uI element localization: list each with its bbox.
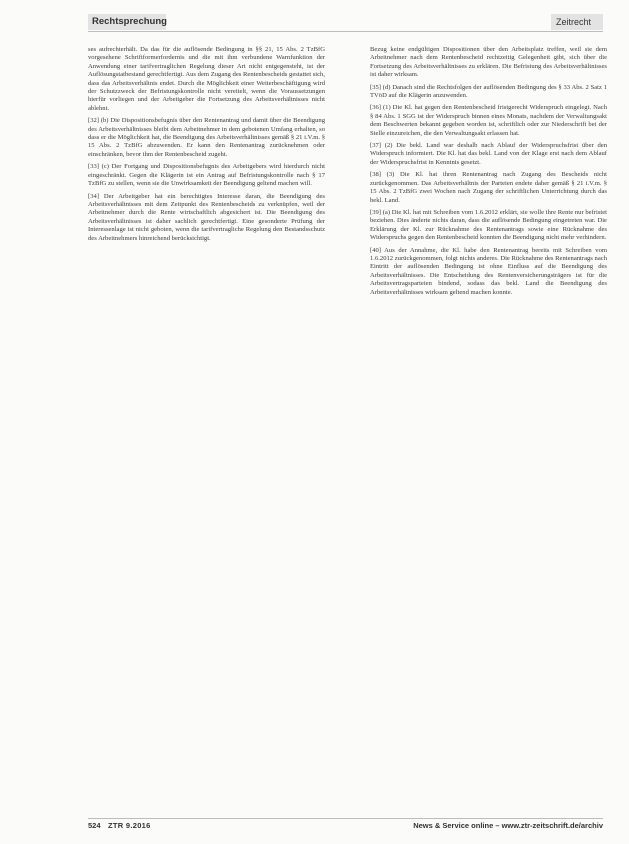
right-text-column: [370, 46, 607, 301]
section-title: Rechtsprechung: [88, 14, 166, 30]
footer-link[interactable]: News & Service online – www.ztr-zeitschrift.de/archiv: [413, 821, 603, 830]
paragraph: [36] (1) Die Kl. hat gegen den Rentenbescheid fristgerecht Widerspruch eingelegt. Nach § 84 Abs. 1 SGG ist der Widerspruch binnen eines Monats, nachdem der Verwaltungsakt dem Beschwerten bekannt gegeben worden ist, schriftlich oder zur Niederschrift bei der Stelle einzureichen, die den Verwaltungsakt erlassen hat.: [370, 104, 607, 137]
paragraph: [37] (2) Die bekl. Land war deshalb nach Ablauf der Widerspruchsfrist über den Widerspruch informiert. Die Kl. hat das bekl. Land von der Klage erst nach dem Ablauf der Widerspruchsfrist in Kenntnis gesetzt.: [370, 142, 607, 166]
journal-issue: ZTR 9.2016: [108, 821, 151, 830]
page-footer: [88, 820, 603, 832]
paragraph: ses aufrechterhält. Da das für die auflösende Bedingung in §§ 21, 15 Abs. 2 TzBfG vorgesehene Schriftformerfordernis und die mit ihm verbundene Warnfunktion der Anwendung einer tarifvertraglichen Regelung dieser Art nicht entgegensteht, ist der Auflösungstatbestand gerechtfertigt. Aus dem Zugang des Rentenbescheids gestattet sich, dass das Arbeitsverhältnis endet. Durch die Möglichkeit einer Weiterbeschäftigung wird der Schutzzweck der Befristungskontrolle nicht vereitelt, wenn die Voraussetzungen hierfür vorliegen und der Arbeitgeber die Fortsetzung des Arbeitsverhältnisses nicht ablehnt.: [88, 46, 325, 112]
page-header: [88, 14, 603, 30]
paragraph: [32] (b) Die Dispositionsbefugnis über den Rentenantrag und damit über die Beendigung des Arbeitsverhältnisses bleibt dem Arbeitnehmer in dem gebotenen Umfang erhalten, so dass er die Möglichkeit hat, die Beendigung des Arbeitsverhältnisses gemäß § 21 i.V.m. § 15 Abs. 2 TzBfG abzuwenden. Er kann den Rentenantrag zurücknehmen oder einschränken, bevor ihm der Rentenbescheid zugeht.: [88, 117, 325, 158]
paragraph: [33] (c) Der Fortgang und Dispositionsbefugnis des Arbeitgebers wird hierdurch nicht eingeschränkt. Gegen die Klägerin ist ein Antrag auf Befristungskontrolle nach § 17 TzBfG zu stellen, wenn sie die Unwirksamkeit der Beendigung geltend machen will.: [88, 163, 325, 188]
paragraph: Bezug keine endgültigen Dispositionen über den Arbeitsplatz treffen, weil sie dem Arbeitnehmer nach dem Rentenbescheid rechtzeitig Gelegenheit gibt, sich über die Fortsetzung des Arbeitsverhältnisses zu erklären. Die Befristung des Arbeitsverhältnisses ist daher wirksam.: [370, 46, 607, 79]
paragraph: [39] (a) Die Kl. hat mit Schreiben vom 1.6.2012 erklärt, sie wolle ihre Rente nur befristet beziehen. Dies änderte nichts daran, dass die auflösende Bedingung eingetreten war. Die Erklärung der Kl. zur Rücknahme des Rentenantrags sowie eine Rücknahme des Widerspruchs gegen den Rentenbescheid konnten die Beendigung nicht mehr verhindern.: [370, 208, 607, 242]
paragraph: [38] (3) Die Kl. hat ihren Rentenantrag nach Zugang des Bescheids nicht zurückgenommen. Das Arbeitsverhältnis der Parteien endete daher gemäß § 21 i.V.m. § 15 Abs. 2 TzBfG zwei Wochen nach Zugang der schriftlichen Unterrichtung durch das bekl. Land.: [370, 171, 607, 204]
footer-divider: [88, 818, 603, 819]
paragraph: [35] (d) Danach sind die Rechtsfolgen der auflösenden Bedingung des § 33 Abs. 2 Satz 1 TVöD auf die Klägerin anzuwenden.: [370, 83, 607, 100]
page-number: 524: [88, 821, 101, 830]
left-text-column: [88, 46, 325, 247]
paragraph: [40] Aus der Annahme, die Kl. habe den Rentenantrag bereits mit Schreiben vom 1.6.2012 zurückgenommen, folgt nichts anderes. Die Rücknahme des Rentenantrags nach Eintritt der auflösenden Bedingung ist ohne Einfluss auf die Beendigung des Arbeitsverhältnisses. Die Entscheidung des Rentenversicherungsträgers ist für die Arbeitsvertragsparteien bindend, sodass das bekl. Land die Beendigung des Arbeitsverhältnisses wirksam geltend machen konnte.: [370, 246, 607, 296]
section-subtitle: Zeitrecht: [551, 14, 603, 30]
paragraph: [34] Der Arbeitgeber hat ein berechtigtes Interesse daran, die Beendigung des Arbeitsverhältnisses mit dem Zeitpunkt des Rentenbescheids zu verknüpfen, weil der Arbeitnehmer durch die Rente wirtschaftlich abgesichert ist. Die Beendigung des Arbeitsverhältnisses ist daher sachlich gerechtfertigt. Eine gesonderte Prüfung der Interessenlage ist nicht geboten, wenn die tarifvertragliche Regelung den Bestandsschutz des Arbeitnehmers hinreichend berücksichtigt.: [88, 192, 325, 242]
header-divider: [88, 31, 603, 32]
